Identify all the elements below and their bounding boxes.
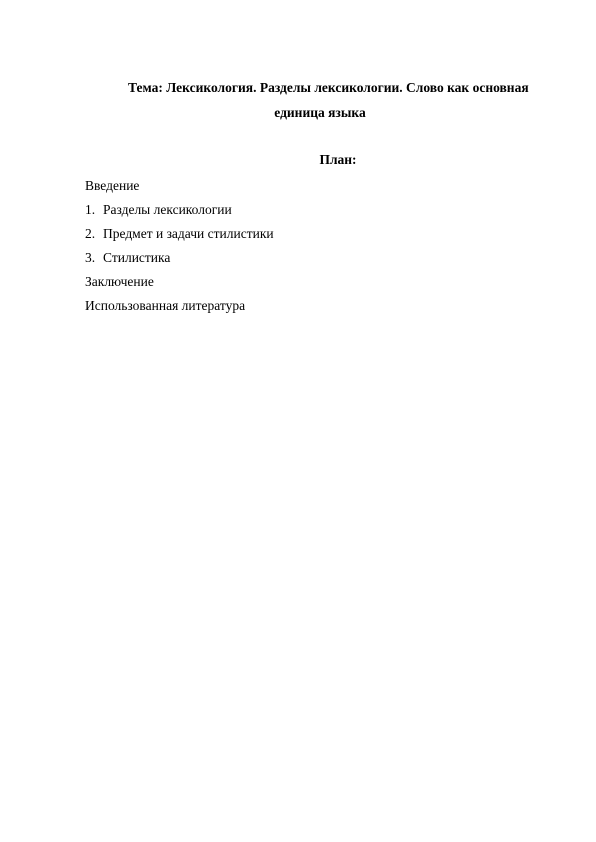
plan-item-introduction — [85, 177, 274, 201]
plan-item-conclusion — [85, 273, 274, 297]
plan-item-text: Использованная литература — [85, 298, 246, 313]
plan-item-references — [85, 297, 274, 321]
plan-item-text: Введение — [85, 178, 140, 193]
plan-item-text: Разделы лексикологии — [103, 202, 232, 217]
plan-item-number: 3. — [85, 250, 96, 265]
document-title: Тема: Лексикология. Разделы лексикологии. Слово как основная — [128, 80, 529, 95]
plan-item-3 — [85, 249, 274, 273]
plan-item-text: Предмет и задачи стилистики — [103, 226, 274, 241]
plan-item-1 — [85, 201, 274, 225]
plan-list — [85, 177, 274, 321]
document-title-continuation: единица языка — [274, 105, 366, 120]
plan-item-2 — [85, 225, 274, 249]
plan-item-number: 1. — [85, 202, 96, 217]
plan-item-number: 2. — [85, 226, 96, 241]
plan-item-text: Заключение — [85, 274, 154, 289]
plan-heading: План: — [319, 152, 357, 167]
plan-item-text: Стилистика — [103, 250, 171, 265]
